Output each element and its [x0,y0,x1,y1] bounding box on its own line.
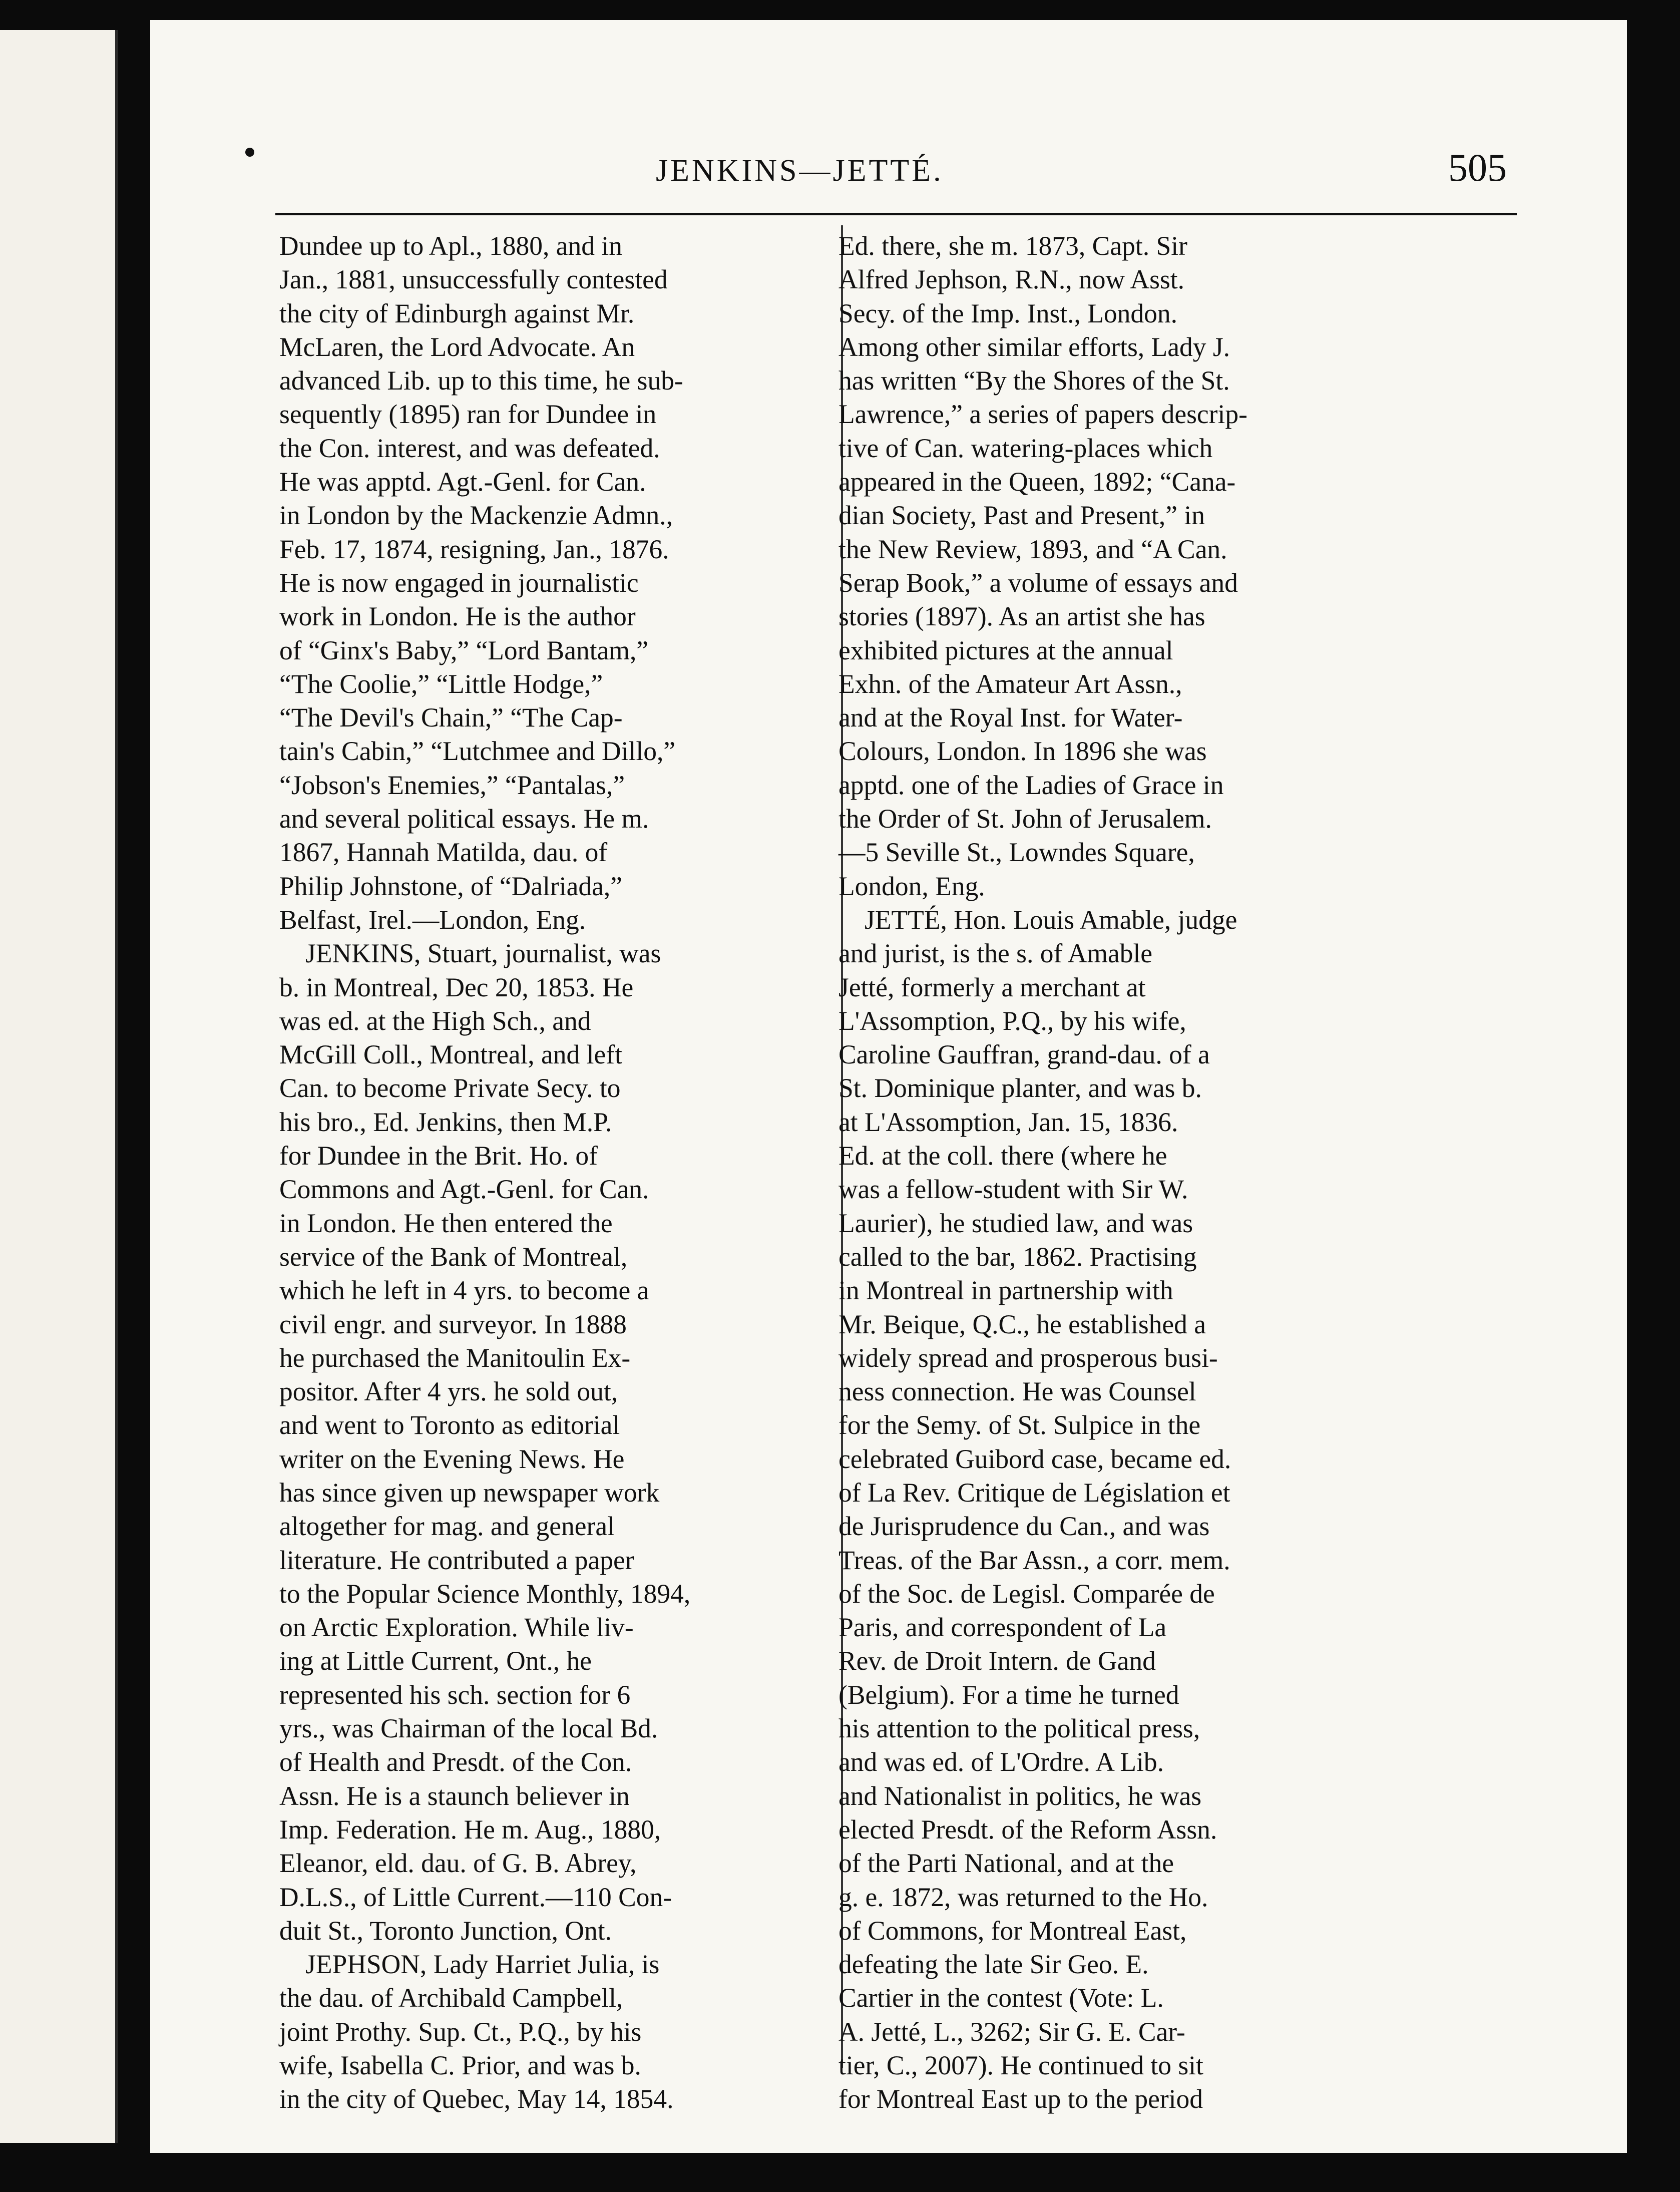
text-line: Secy. of the Imp. Inst., London. [838,298,1178,328]
book-page [150,20,1627,2153]
page-header [275,135,1517,210]
text-line: Among other similar efforts, Lady J. [838,331,1230,362]
text-line: Eleanor, eld. dau. of G. B. Abrey, [279,1848,637,1879]
text-line: Jetté, formerly a merchant at [838,972,1146,1002]
page-number: 505 [1448,146,1507,189]
text-line: tive of Can. watering-places which [838,433,1213,463]
text-line: in London. He then entered the [279,1208,613,1238]
text-line: Lawrence,” a series of papers descrip- [838,399,1247,430]
text-line: celebrated Guibord case, became ed. [838,1443,1231,1474]
text-line: and Nationalist in politics, he was [838,1780,1202,1811]
text-line: of the Parti National, and at the [838,1848,1174,1879]
text-line: wife, Isabella C. Prior, and was b. [279,2050,641,2081]
text-line: altogether for mag. and general [279,1511,615,1542]
text-line: writer on the Evening News. He [279,1443,625,1474]
text-line: called to the bar, 1862. Practising [838,1241,1197,1272]
header-rule [275,213,1517,215]
text-line: Laurier), he studied law, and was [838,1208,1193,1238]
text-line: of La Rev. Critique de Législation et [838,1477,1230,1508]
text-line: tain's Cabin,” “Lutchmee and Dillo,” [279,736,676,767]
text-line: Mr. Beique, Q.C., he established a [838,1309,1206,1339]
text-line: Serap Book,” a volume of essays and [838,567,1238,598]
text-line: for Montreal East up to the period [838,2084,1203,2114]
text-line: Commons and Agt.-Genl. for Can. [279,1174,649,1205]
text-line: his attention to the political press, [838,1713,1200,1744]
entry-heading-line: JENKINS, Stuart, journalist, was [305,938,661,969]
scan-speck [245,148,254,157]
text-line: London, Eng. [838,871,985,901]
text-line: to the Popular Science Monthly, 1894, [279,1578,691,1609]
text-line: Treas. of the Bar Assn., a corr. mem. [838,1545,1230,1575]
text-line: Caroline Gauffran, grand-dau. of a [838,1039,1210,1070]
text-line: Jan., 1881, unsuccessfully contested [279,264,668,295]
text-line: duit St., Toronto Junction, Ont. [279,1915,612,1946]
running-head: JENKINS—JETTÉ. [656,154,944,188]
text-line: at L'Assomption, Jan. 15, 1836. [838,1107,1178,1137]
text-line: dian Society, Past and Present,” in [838,500,1205,531]
text-line: Paris, and correspondent of La [838,1612,1167,1643]
text-line: his bro., Ed. Jenkins, then M.P. [279,1107,612,1137]
text-line: “Jobson's Enemies,” “Pantalas,” [279,770,625,800]
text-line: McGill Coll., Montreal, and left [279,1039,622,1070]
text-line: he purchased the Manitoulin Ex- [279,1342,631,1373]
text-line: Colours, London. In 1896 she was [838,736,1207,767]
text-line: Feb. 17, 1874, resigning, Jan., 1876. [279,534,669,564]
text-line: Ed. there, she m. 1873, Capt. Sir [838,231,1187,261]
text-line: literature. He contributed a paper [279,1545,634,1575]
entry-heading-line: JETTÉ, Hon. Louis Amable, judge [865,904,1237,935]
text-line: work in London. He is the author [279,601,636,632]
text-line: in Montreal in partnership with [838,1275,1173,1306]
text-line: apptd. one of the Ladies of Grace in [838,770,1224,800]
right-column [838,229,1382,2116]
text-line: L'Assomption, P.Q., by his wife, [838,1005,1186,1036]
text-line: for the Semy. of St. Sulpice in the [838,1410,1201,1440]
text-line: Rev. de Droit Intern. de Gand [838,1646,1156,1676]
text-line: A. Jetté, L., 3262; Sir G. E. Car- [838,2016,1185,2047]
text-line: civil engr. and surveyor. In 1888 [279,1309,627,1339]
text-line: in London by the Mackenzie Admn., [279,500,673,531]
text-line: has written “By the Shores of the St. [838,366,1230,396]
left-column [279,229,822,2116]
text-line: was a fellow-student with Sir W. [838,1174,1188,1205]
text-line: and several political essays. He m. [279,804,649,834]
text-line: and jurist, is the s. of Amable [838,938,1153,969]
text-line: which he left in 4 yrs. to become a [279,1275,649,1306]
text-line: ness connection. He was Counsel [838,1376,1196,1407]
text-line: Imp. Federation. He m. Aug., 1880, [279,1814,661,1845]
text-line: St. Dominique planter, and was b. [838,1073,1202,1104]
text-line: Alfred Jephson, R.N., now Asst. [838,264,1185,295]
text-line: tier, C., 2007). He continued to sit [838,2050,1203,2081]
text-line: g. e. 1872, was returned to the Ho. [838,1882,1208,1912]
text-line: the city of Edinburgh against Mr. [279,298,635,328]
text-line: positor. After 4 yrs. he sold out, [279,1376,618,1407]
text-line: elected Presdt. of the Reform Assn. [838,1814,1217,1845]
text-line: defeating the late Sir Geo. E. [838,1949,1149,1980]
entry-heading-line: JEPHSON, Lady Harriet Julia, is [305,1949,660,1980]
text-line: —5 Seville St., Lowndes Square, [838,837,1195,868]
text-line: yrs., was Chairman of the local Bd. [279,1713,658,1744]
text-line: joint Prothy. Sup. Ct., P.Q., by his [279,2016,642,2047]
text-line: widely spread and prosperous busi- [838,1342,1218,1373]
text-line: of Health and Presdt. of the Con. [279,1747,632,1777]
text-line: appeared in the Queen, 1892; “Cana- [838,467,1236,497]
text-line: He is now engaged in journalistic [279,567,639,598]
text-line: Assn. He is a staunch believer in [279,1780,630,1811]
text-line: Cartier in the contest (Vote: L. [838,1983,1164,2013]
text-line: Exhn. of the Amateur Art Assn., [838,668,1182,699]
text-line: represented his sch. section for 6 [279,1679,631,1710]
text-line: stories (1897). As an artist she has [838,601,1205,632]
text-line: D.L.S., of Little Current.—110 Con- [279,1882,672,1912]
text-line: was ed. at the High Sch., and [279,1005,591,1036]
text-line: “The Devil's Chain,” “The Cap- [279,702,623,733]
text-line: McLaren, the Lord Advocate. An [279,331,635,362]
text-line: and was ed. of L'Ordre. A Lib. [838,1747,1164,1777]
text-line: Belfast, Irel.—London, Eng. [279,904,586,935]
text-line: the Order of St. John of Jerusalem. [838,804,1212,834]
text-line: of Commons, for Montreal East, [838,1915,1187,1946]
text-line: of “Ginx's Baby,” “Lord Bantam,” [279,635,649,665]
text-line: for Dundee in the Brit. Ho. of [279,1141,598,1171]
text-line: (Belgium). For a time he turned [838,1679,1179,1710]
text-line: the New Review, 1893, and “A Can. [838,534,1227,564]
text-line: Ed. at the coll. there (where he [838,1141,1167,1171]
text-line: Dundee up to Apl., 1880, and in [279,231,623,261]
text-line: in the city of Quebec, May 14, 1854. [279,2084,674,2114]
text-line: b. in Montreal, Dec 20, 1853. He [279,972,634,1002]
text-line: on Arctic Exploration. While liv- [279,1612,634,1643]
text-line: exhibited pictures at the annual [838,635,1173,665]
text-line: 1867, Hannah Matilda, dau. of [279,837,608,868]
facing-page-edge [0,30,118,2143]
text-line: the Con. interest, and was defeated. [279,433,660,463]
text-line: “The Coolie,” “Little Hodge,” [279,668,603,699]
text-line: ing at Little Current, Ont., he [279,1646,592,1676]
text-line: and went to Toronto as editorial [279,1410,620,1440]
text-line: and at the Royal Inst. for Water- [838,702,1183,733]
text-line: Can. to become Private Secy. to [279,1073,621,1104]
text-line: the dau. of Archibald Campbell, [279,1983,623,2013]
text-line: He was apptd. Agt.-Genl. for Can. [279,467,646,497]
text-line: de Jurisprudence du Can., and was [838,1511,1210,1542]
text-line: advanced Lib. up to this time, he sub- [279,366,683,396]
text-line: has since given up newspaper work [279,1477,660,1508]
text-line: sequently (1895) ran for Dundee in [279,399,657,430]
text-line: Philip Johnstone, of “Dalriada,” [279,871,622,901]
text-line: service of the Bank of Montreal, [279,1241,628,1272]
text-line: of the Soc. de Legisl. Comparée de [838,1578,1215,1609]
